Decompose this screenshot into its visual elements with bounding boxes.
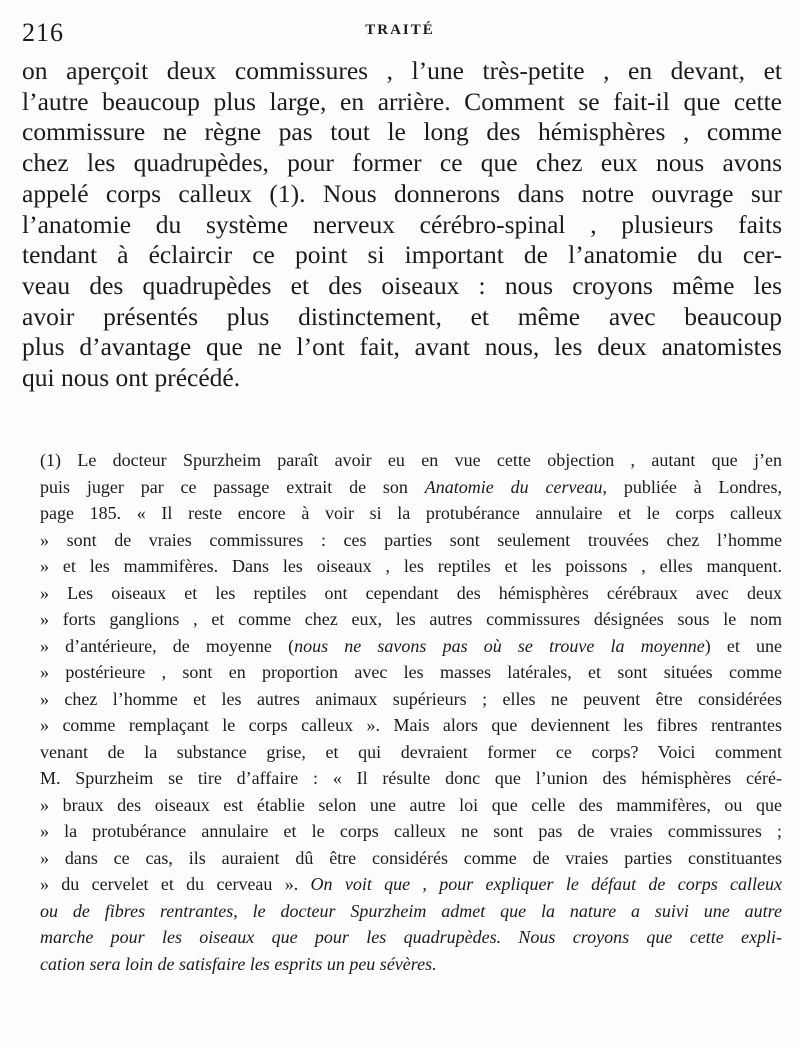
footnote-line: » chez l’homme et les autres animaux supérieurs ; elles ne peuvent être considérées: [40, 688, 782, 709]
text-line: veau des quadrupèdes et des oiseaux : nous croyons même les: [22, 270, 782, 300]
footnote-line: [40, 633, 782, 660]
footnote-line: [40, 474, 782, 501]
footnote-text: » du cervelet et du cerveau ».: [40, 874, 311, 894]
footnote-line: M. Spurzheim se tire d’affaire : « Il résulte donc que l’union des hémisphères céré-: [40, 768, 782, 788]
footnote-line: » Les oiseaux et les reptiles ont cependant des hémisphères cérébraux avec deux: [40, 582, 782, 603]
text-line: commissure ne règne pas tout le long des hémisphères , comme: [22, 117, 782, 147]
footnote-text: , publiée à Londres,: [602, 476, 783, 497]
footnote-line: » forts ganglions , et comme chez eux, les autres commissures désignées sous le nom: [40, 609, 782, 629]
footnote-line: (1) Le docteur Spurzheim paraît avoir eu en vue cette objection , autant que j’en: [40, 450, 782, 470]
text-line: on aperçoit deux commissures , l’une très-petite , en devant, et: [22, 56, 782, 85]
running-title: TRAITÉ: [365, 22, 435, 38]
footnote-italic-remark: nous ne savons pas où se trouve la moyenne: [294, 635, 705, 656]
footnote-italic-comment: On voit que , pour expliquer le défaut de corps calleux: [310, 874, 782, 894]
text-line: tendant à éclaircir ce point si important de l’anatomie du cer-: [22, 240, 782, 270]
book-title: Anatomie du cerveau: [424, 476, 603, 497]
footnote: [40, 447, 782, 977]
text-line: plus d’avantage que ne l’ont fait, avant nous, les deux anatomistes: [22, 332, 782, 362]
footnote-text: puis juger par ce passage extrait de son: [40, 476, 425, 497]
text-line: l’autre beaucoup plus large, en arrière. Comment se fait-il que cette: [22, 86, 782, 116]
footnote-line: » comme remplaçant le corps calleux ». Mais alors que deviennent les fibres rentrantes: [40, 715, 782, 735]
footnote-line: marche pour les oiseaux que pour les quadrupèdes. Nous croyons que cette expli-: [40, 927, 782, 947]
text-line: avoir présentés plus distinctement, et même avec beaucoup: [22, 301, 782, 331]
footnote-line: page 185. « Il reste encore à voir si la protubérance annulaire et le corps calleux: [40, 503, 782, 523]
footnote-line: cation sera loin de satisfaire les esprits un peu sévères.: [40, 953, 437, 974]
footnote-line: [40, 871, 782, 898]
page-header: [22, 18, 778, 48]
text-line: qui nous ont précédé.: [22, 363, 241, 393]
footnote-line: » dans ce cas, ils auraient dû être considérés comme de vraies parties constituantes: [40, 847, 782, 868]
footnote-line: » et les mammifères. Dans les oiseaux , les reptiles et les poissons , elles manquent.: [40, 556, 782, 576]
page-number: 216: [22, 18, 64, 47]
text-line: chez les quadrupèdes, pour former ce que chez eux nous avons: [22, 148, 782, 178]
footnote-line: » postérieure , sont en proportion avec les masses latérales, et sont situées comme: [40, 662, 782, 682]
footnote-line: » sont de vraies commissures : ces parties sont seulement trouvées chez l’homme: [40, 529, 782, 550]
text-line: l’anatomie du système nerveux cérébro-spinal , plusieurs faits: [22, 209, 782, 239]
footnote-text: ) et une: [704, 635, 782, 656]
main-text: [22, 56, 782, 394]
footnote-line: venant de la substance grise, et qui devraient former ce corps? Voici comment: [40, 741, 782, 762]
text-line: appelé corps calleux (1). Nous donnerons dans notre ouvrage sur: [22, 178, 782, 208]
footnote-line: ou de fibres rentrantes, le docteur Spurzheim admet que la nature a suivi une autre: [40, 900, 782, 921]
footnote-line: » braux des oiseaux est établie selon une autre loi que celle des mammifères, ou que: [40, 794, 782, 815]
footnote-line: » la protubérance annulaire et le corps calleux ne sont pas de vraies commissures ;: [40, 821, 782, 841]
footnote-text: » d’antérieure, de moyenne (: [40, 635, 295, 656]
